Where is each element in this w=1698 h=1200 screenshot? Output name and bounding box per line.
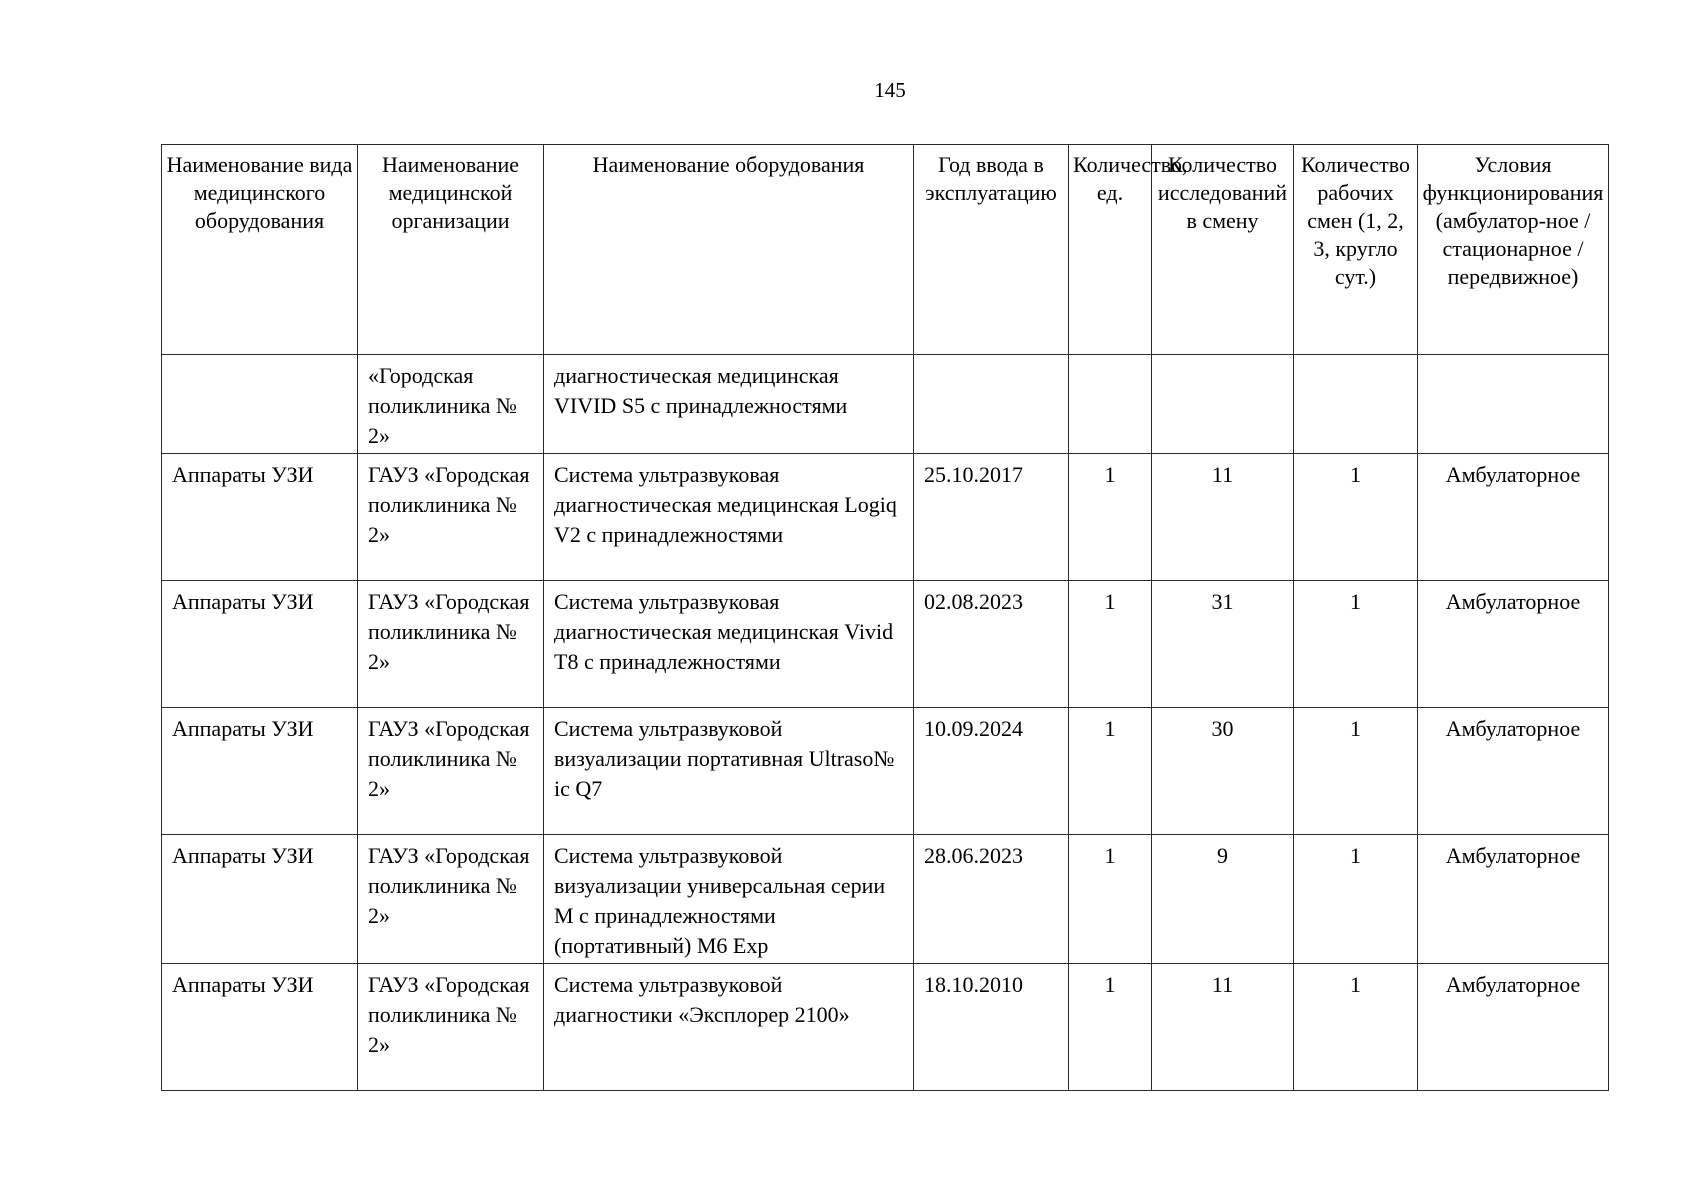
cell-type: Аппараты УЗИ <box>162 454 358 581</box>
cell-quantity <box>1069 355 1152 454</box>
cell-quantity: 1 <box>1069 835 1152 964</box>
cell-conditions: Амбулаторное <box>1418 454 1609 581</box>
header-organization: Наименование медицинской организации <box>358 145 544 355</box>
cell-date: 02.08.2023 <box>914 581 1069 708</box>
cell-organization: ГАУЗ «Городская поликлиника № 2» <box>358 708 544 835</box>
cell-quantity: 1 <box>1069 964 1152 1091</box>
cell-organization: ГАУЗ «Городская поликлиника № 2» <box>358 454 544 581</box>
cell-date: 10.09.2024 <box>914 708 1069 835</box>
cell-quantity: 1 <box>1069 708 1152 835</box>
equipment-table <box>161 144 1609 1091</box>
cell-shifts: 1 <box>1294 708 1418 835</box>
cell-equipment: Система ультразвуковая диагностическая медицинская Vivid T8 с принадлежностями <box>544 581 914 708</box>
cell-organization: ГАУЗ «Городская поликлиника № 2» <box>358 835 544 964</box>
cell-shifts: 1 <box>1294 835 1418 964</box>
cell-equipment: Система ультразвуковой диагностики «Эксплорер 2100» <box>544 964 914 1091</box>
cell-studies: 30 <box>1152 708 1294 835</box>
cell-shifts <box>1294 355 1418 454</box>
cell-quantity: 1 <box>1069 454 1152 581</box>
table-row <box>162 454 1609 581</box>
header-shifts: Количество рабочих смен (1, 2, 3, кругло сут.) <box>1294 145 1418 355</box>
cell-type: Аппараты УЗИ <box>162 581 358 708</box>
cell-conditions <box>1418 355 1609 454</box>
header-row <box>162 145 1609 355</box>
cell-studies: 11 <box>1152 454 1294 581</box>
header-commission-year: Год ввода в эксплуатацию <box>914 145 1069 355</box>
cell-conditions: Амбулаторное <box>1418 964 1609 1091</box>
cell-type: Аппараты УЗИ <box>162 835 358 964</box>
cell-date: 28.06.2023 <box>914 835 1069 964</box>
header-studies-per-shift: Количество исследований в смену <box>1152 145 1294 355</box>
cell-equipment: Система ультразвуковая диагностическая медицинская Logiq V2 с принадлежностями <box>544 454 914 581</box>
cell-studies: 11 <box>1152 964 1294 1091</box>
cell-studies: 31 <box>1152 581 1294 708</box>
cell-equipment: диагностическая медицинская VIVID S5 с принадлежностями <box>544 355 914 454</box>
table-row <box>162 581 1609 708</box>
header-equipment-name: Наименование оборудования <box>544 145 914 355</box>
cell-type <box>162 355 358 454</box>
cell-organization: «Городская поликлиника № 2» <box>358 355 544 454</box>
table-row-continuation <box>162 355 1609 454</box>
cell-studies: 9 <box>1152 835 1294 964</box>
cell-equipment: Система ультразвуковой визуализации портативная Ultraso№ ic Q7 <box>544 708 914 835</box>
cell-equipment: Система ультразвуковой визуализации универсальная серии М с принадлежностями (портативный) М6 Exp <box>544 835 914 964</box>
cell-quantity: 1 <box>1069 581 1152 708</box>
cell-conditions: Амбулаторное <box>1418 581 1609 708</box>
cell-studies <box>1152 355 1294 454</box>
cell-type: Аппараты УЗИ <box>162 964 358 1091</box>
cell-type: Аппараты УЗИ <box>162 708 358 835</box>
header-conditions: Условия функционирования (амбулатор-ное / стационарное / передвижное) <box>1418 145 1609 355</box>
cell-shifts: 1 <box>1294 964 1418 1091</box>
page-number: 145 <box>874 78 906 102</box>
table-row <box>162 708 1609 835</box>
table-row <box>162 964 1609 1091</box>
table-row <box>162 835 1609 964</box>
cell-date: 18.10.2010 <box>914 964 1069 1091</box>
cell-shifts: 1 <box>1294 454 1418 581</box>
cell-date: 25.10.2017 <box>914 454 1069 581</box>
cell-shifts: 1 <box>1294 581 1418 708</box>
cell-organization: ГАУЗ «Городская поликлиника № 2» <box>358 581 544 708</box>
header-quantity: Количество, ед. <box>1069 145 1152 355</box>
cell-conditions: Амбулаторное <box>1418 708 1609 835</box>
cell-organization: ГАУЗ «Городская поликлиника № 2» <box>358 964 544 1091</box>
cell-conditions: Амбулаторное <box>1418 835 1609 964</box>
header-equipment-type: Наименование вида медицинского оборудования <box>162 145 358 355</box>
cell-date <box>914 355 1069 454</box>
